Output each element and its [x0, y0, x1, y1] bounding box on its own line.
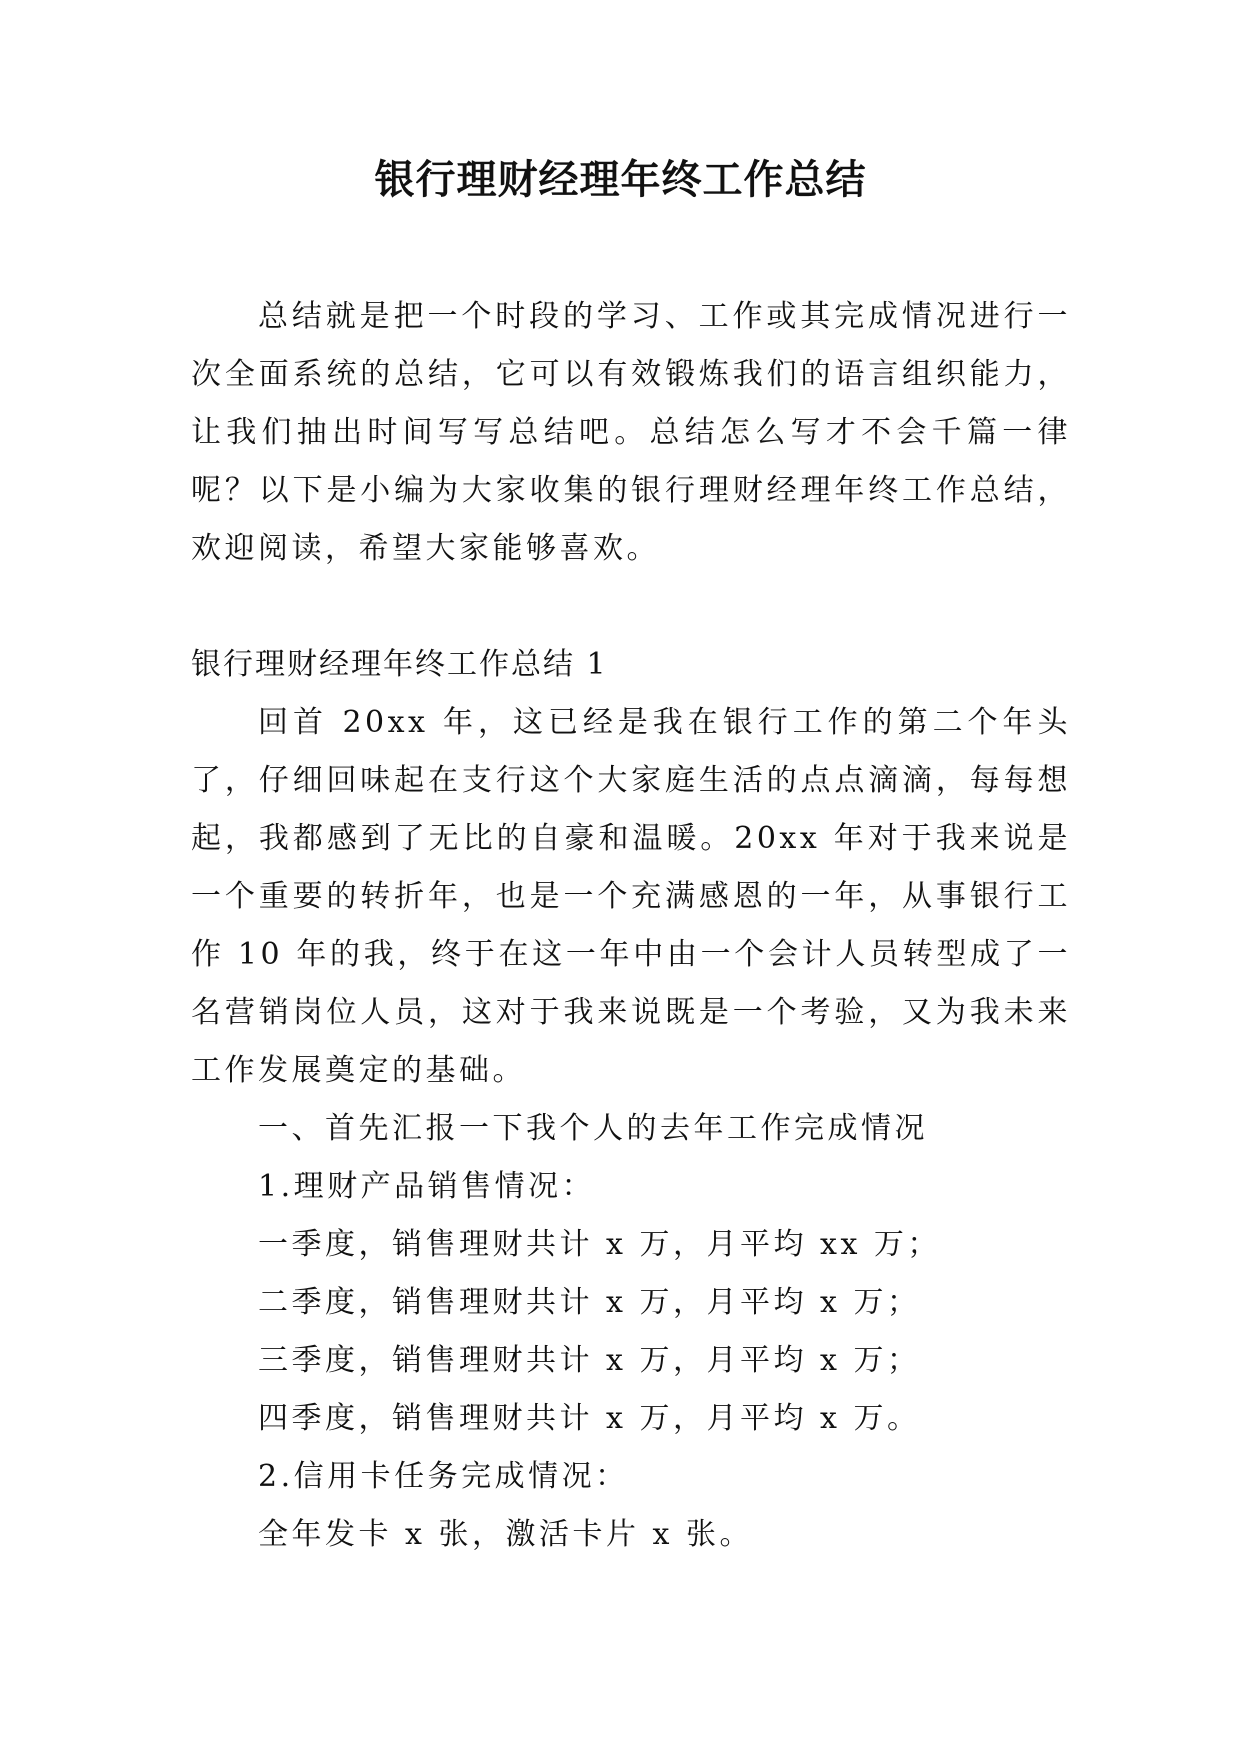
- list-item-credit-card: 2.信用卡任务完成情况：: [258, 1459, 629, 1494]
- list-item-cards-issued: 全年发卡 x 张，激活卡片 x 张。: [258, 1517, 753, 1552]
- list-item-q3: 三季度，销售理财共计 x 万，月平均 x 万；: [258, 1343, 921, 1378]
- document-body: [191, 288, 1071, 1564]
- list-item-q4: 四季度，销售理财共计 x 万，月平均 x 万。: [258, 1401, 921, 1436]
- section-heading: 银行理财经理年终工作总结 1: [191, 647, 608, 682]
- list-item-product-sales: 1.理财产品销售情况：: [258, 1169, 596, 1204]
- list-item-q1: 一季度，销售理财共计 x 万，月平均 xx 万；: [258, 1227, 941, 1262]
- section-paragraph: 回首 20xx 年，这已经是我在银行工作的第二个年头了，仔细回味起在支行这个大家庭生活的点点滴滴，每每想起，我都感到了无比的自豪和温暖。20xx 年对于我来说是一个重要的转折年，也是一个充满感恩的一年，从事银行工作 10 年的我，终于在这一年中由一个会计人员转型成了一名营销岗位人员，这对于我来说既是一个考验，又为我未来工作发展奠定的基础。: [191, 705, 1071, 1088]
- list-item-q2: 二季度，销售理财共计 x 万，月平均 x 万；: [258, 1285, 921, 1320]
- intro-paragraph: 总结就是把一个时段的学习、工作或其完成情况进行一次全面系统的总结，它可以有效锻炼我们的语言组织能力，让我们抽出时间写写总结吧。总结怎么写才不会千篇一律呢？以下是小编为大家收集的银行理财经理年终工作总结，欢迎阅读，希望大家能够喜欢。: [191, 299, 1071, 566]
- report-line-heading: 一、首先汇报一下我个人的去年工作完成情况: [258, 1111, 928, 1146]
- document-title: 银行理财经理年终工作总结: [374, 156, 867, 203]
